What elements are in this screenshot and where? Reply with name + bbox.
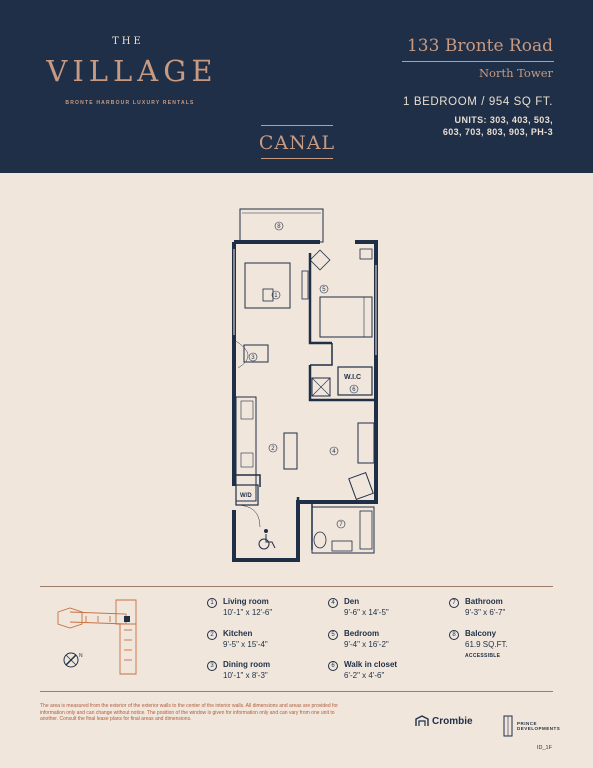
legend-name: Den xyxy=(344,597,360,606)
room-marker-den xyxy=(330,447,338,455)
kitchen-island xyxy=(284,433,297,469)
room-marker-balcony xyxy=(275,222,283,230)
legend-num: 6 xyxy=(328,661,338,671)
crombie-logo xyxy=(415,715,473,727)
svg-text:4: 4 xyxy=(332,449,336,455)
disclaimer: The area is measured from the exterior of the exterior walls to the center of the interior walls. All dimensions and areas are provided for information only and can change without notice. The position of the window is given for information only and can vary from one unit to another. Consult the final lease plans for final areas and dimensions. xyxy=(40,703,338,722)
legend-name: Living room xyxy=(223,597,269,606)
building-address: 133 Bronte Road xyxy=(406,36,553,56)
wd-label: W/D xyxy=(240,493,252,499)
legend-name: Dining room xyxy=(223,660,271,669)
compass-label: N xyxy=(79,653,83,659)
legend-name: Kitchen xyxy=(223,629,253,638)
legend-num: 5 xyxy=(328,630,338,640)
prince-wordmark-line-1: PRINCE xyxy=(517,721,538,726)
prince-wordmark xyxy=(517,721,560,731)
svg-text:7: 7 xyxy=(339,522,343,528)
svg-text:8: 8 xyxy=(277,224,281,230)
unit-list-line-2: 603, 703, 803, 903, PH-3 xyxy=(442,127,553,137)
unit-list-line-1: UNITS: 303, 403, 503, xyxy=(454,115,553,125)
legend-dim: 9'-3" x 6'-7" xyxy=(465,608,506,617)
crombie-mark-icon xyxy=(415,715,429,727)
legend-name: Walk in closet xyxy=(344,660,398,669)
brand-tagline: BRONTE HARBOUR LUXURY RENTALS xyxy=(65,100,195,106)
floor-plan xyxy=(200,205,390,565)
legend-num: 4 xyxy=(328,598,338,608)
room-marker-bathroom xyxy=(337,520,345,528)
legend-num: 8 xyxy=(449,630,459,640)
svg-text:2: 2 xyxy=(271,446,275,452)
brand-name: VILLAGE xyxy=(46,54,218,88)
balcony xyxy=(240,209,323,242)
legend-name: Bathroom xyxy=(465,597,503,606)
suite-rule-bottom xyxy=(261,158,333,159)
prince-developments-logo xyxy=(503,715,560,737)
suite-name: CANAL xyxy=(258,132,336,154)
legend-num: 7 xyxy=(449,598,459,608)
room-marker-bedroom xyxy=(320,285,328,293)
prince-wordmark-line-2: DEVELOPMENTS xyxy=(517,726,561,731)
bathroom xyxy=(312,507,374,553)
legend-num: 1 xyxy=(207,598,217,608)
header-banner xyxy=(0,0,593,173)
legend-dim: 61.9 SQ.FT. xyxy=(465,640,508,649)
legend-name: Bedroom xyxy=(344,629,380,638)
brand-the: THE xyxy=(112,36,144,47)
legend-num: 2 xyxy=(207,630,217,640)
legend-note-accessible: ACCESSIBLE xyxy=(465,653,501,659)
address-rule xyxy=(402,61,554,62)
prince-mark-icon xyxy=(503,715,513,737)
legend-dim: 9'-6" x 14'-5" xyxy=(344,608,389,617)
svg-text:6: 6 xyxy=(352,387,356,393)
crombie-wordmark: Crombie xyxy=(432,715,473,727)
unit-type: 1 BEDROOM / 954 SQ FT. xyxy=(403,96,553,108)
legend-dim: 6'-2" x 4'-6" xyxy=(344,671,385,680)
legend-dim: 10'-1" x 8'-3" xyxy=(223,671,268,680)
room-marker-kitchen xyxy=(269,444,277,452)
building-tower: North Tower xyxy=(478,66,553,80)
compass-icon xyxy=(64,653,83,667)
legend-dim: 10'-1" x 12'-6" xyxy=(223,608,273,617)
wic-label: W.I.C xyxy=(344,374,362,381)
room-marker-wic xyxy=(350,385,358,393)
room-marker-dining xyxy=(249,353,257,361)
suite-rule-top xyxy=(261,125,333,126)
legend-dim: 9'-5" x 15'-4" xyxy=(223,640,268,649)
legend-dim: 9'-4" x 16'-2" xyxy=(344,640,389,649)
svg-text:3: 3 xyxy=(251,355,255,361)
unit-list xyxy=(373,114,553,138)
key-plan-unit-highlight xyxy=(124,616,130,622)
document-id: ID_1F xyxy=(537,745,552,751)
legend-num: 3 xyxy=(207,661,217,671)
svg-text:1: 1 xyxy=(274,293,278,299)
svg-text:5: 5 xyxy=(322,287,326,293)
key-plan xyxy=(56,594,151,679)
legend-name: Balcony xyxy=(465,629,497,638)
